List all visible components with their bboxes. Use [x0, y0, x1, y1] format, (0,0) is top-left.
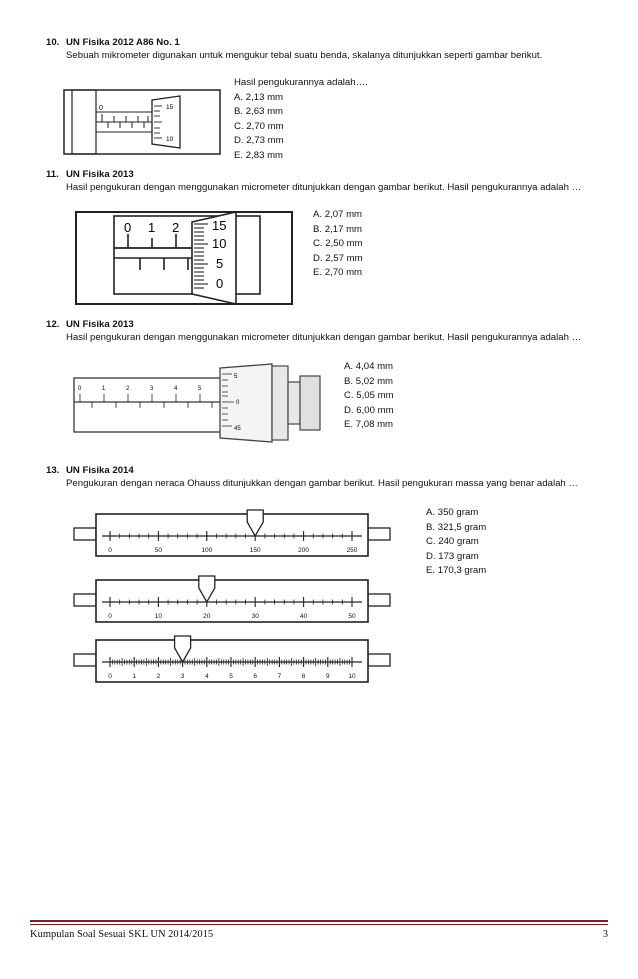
question-13-options	[426, 506, 486, 579]
question-number: 11.	[46, 169, 59, 180]
question-10	[46, 36, 606, 62]
thimble-label-0: 0	[216, 276, 224, 291]
tick-label: 6	[253, 673, 258, 680]
beam-right-axle	[368, 594, 390, 606]
tick-label: 4	[204, 673, 209, 680]
option-b: B. 2,63 mm	[234, 106, 284, 117]
tick-label: 0	[108, 613, 112, 620]
sleeve-label-0: 0	[78, 386, 82, 392]
micrometer-figure-12	[72, 362, 342, 444]
thimble-label-45: 45	[234, 426, 241, 432]
tick-label: 50	[154, 547, 163, 554]
question-number: 13.	[46, 465, 60, 476]
micrometer-figure-11	[74, 208, 294, 308]
question-10-options	[234, 76, 368, 163]
tick-label: 0	[108, 673, 112, 680]
thimble-label-5: 5	[216, 256, 224, 271]
option-b: B. 321,5 gram	[426, 521, 487, 533]
thimble-label-5: 5	[234, 374, 238, 380]
tick-label: 5	[229, 673, 233, 680]
question-title: UN Fisika 2012 A86 No. 1	[66, 37, 180, 48]
question-title: UN Fisika 2013	[66, 169, 134, 180]
beam-body	[96, 514, 368, 556]
beam-left-axle	[74, 528, 96, 540]
question-text: Hasil pengukuran dengan menggunakan micrometer ditunjukkan dengan gambar berikut. Hasil pengukurannya adalah …	[66, 332, 582, 343]
question-12-options	[344, 360, 394, 433]
footer-title: Kumpulan Soal Sesuai SKL UN 2014/2015	[30, 929, 214, 940]
sleeve-label-5: 5	[198, 386, 202, 392]
tick-label: 10	[154, 613, 163, 620]
sleeve-label-2: 2	[126, 386, 130, 392]
tick-label: 7	[277, 673, 282, 680]
option-c: C. 2,50 mm	[313, 238, 363, 249]
question-12	[46, 318, 606, 344]
thimble-label-15: 15	[212, 218, 227, 233]
option-e: E. 2,70 mm	[313, 267, 363, 278]
option-a: A. 2,07 mm	[313, 209, 363, 220]
sleeve-label-0: 0	[99, 105, 103, 112]
tick-label: 100	[201, 547, 213, 554]
tick-label: 250	[346, 547, 358, 554]
tick-label: 50	[348, 613, 356, 620]
micrometer-figure-10	[62, 86, 222, 158]
option-b: B. 2,17 mm	[313, 223, 363, 235]
tick-label: 200	[298, 547, 310, 554]
footer-rule	[30, 920, 608, 922]
option-a: A. 2,13 mm	[234, 91, 284, 103]
option-c: C. 240 gram	[426, 536, 479, 547]
page-number: 3	[602, 929, 608, 940]
tick-label: 150	[249, 547, 261, 554]
sleeve-label-1: 1	[102, 386, 106, 392]
sleeve-label-1: 1	[148, 220, 156, 235]
question-text: Sebuah mikrometer digunakan untuk mengukur tebal suatu benda, skalanya ditunjukkan seperti gambar berikut.	[66, 50, 543, 61]
option-e: E. 170,3 gram	[426, 565, 487, 576]
beam-right-axle	[368, 528, 390, 540]
sleeve-label-2: 2	[172, 220, 180, 235]
sleeve-label-4: 4	[174, 386, 178, 392]
option-d: D. 2,57 mm	[313, 252, 363, 264]
option-d: D. 173 gram	[426, 550, 479, 562]
tick-label: 2	[156, 673, 161, 680]
sleeve-label-0: 0	[124, 220, 132, 235]
option-c: C. 2,70 mm	[234, 120, 284, 132]
beam-left-axle	[74, 594, 96, 606]
question-13	[46, 464, 606, 490]
thimble-label-10: 10	[212, 236, 227, 251]
option-b: B. 5,02 mm	[344, 375, 394, 387]
tick-label: 40	[299, 613, 308, 620]
tick-label: 1	[132, 673, 137, 680]
question-text: Pengukuran dengan neraca Ohauss ditunjukkan dengan gambar berikut. Hasil pengukuran massa yang benar adalah …	[66, 478, 579, 489]
option-d: D. 6,00 mm	[344, 404, 394, 416]
question-title: UN Fisika 2014	[66, 465, 134, 476]
thimble-label-10: 10	[166, 136, 174, 143]
question-text: Hasil pengukuran dengan menggunakan micrometer ditunjukkan dengan gambar berikut. Hasil pengukurannya adalah …	[66, 182, 582, 193]
tick-label: 30	[251, 613, 259, 620]
thimble-label-15: 15	[166, 104, 174, 111]
option-c: C. 5,05 mm	[344, 390, 394, 401]
question-11	[46, 168, 606, 194]
beam-body	[96, 580, 368, 622]
question-number: 12.	[46, 319, 60, 330]
tick-label: 20	[203, 613, 211, 620]
tick-label: 8	[301, 673, 306, 680]
tick-label: 9	[325, 673, 330, 680]
footer-rule-thin	[30, 924, 608, 925]
sleeve-label-3: 3	[150, 386, 154, 392]
question-title: UN Fisika 2013	[66, 319, 134, 330]
tick-label: 3	[180, 673, 185, 680]
beam-left-axle	[74, 654, 96, 666]
option-d: D. 2,73 mm	[234, 135, 284, 146]
option-e: E. 7,08 mm	[344, 419, 394, 430]
question-11-options	[313, 208, 363, 281]
ohaus-balance-figure	[70, 506, 400, 690]
option-e: E. 2,83 mm	[234, 149, 284, 161]
question-prompt: Hasil pengukurannya adalah….	[234, 77, 368, 88]
beam-right-axle	[368, 654, 390, 666]
option-a: A. 350 gram	[426, 507, 479, 518]
tick-label: 0	[108, 547, 112, 554]
tick-label: 10	[348, 673, 356, 680]
option-a: A. 4,04 mm	[344, 361, 394, 372]
thimble-label-0: 0	[236, 400, 240, 406]
question-number: 10.	[46, 37, 60, 48]
